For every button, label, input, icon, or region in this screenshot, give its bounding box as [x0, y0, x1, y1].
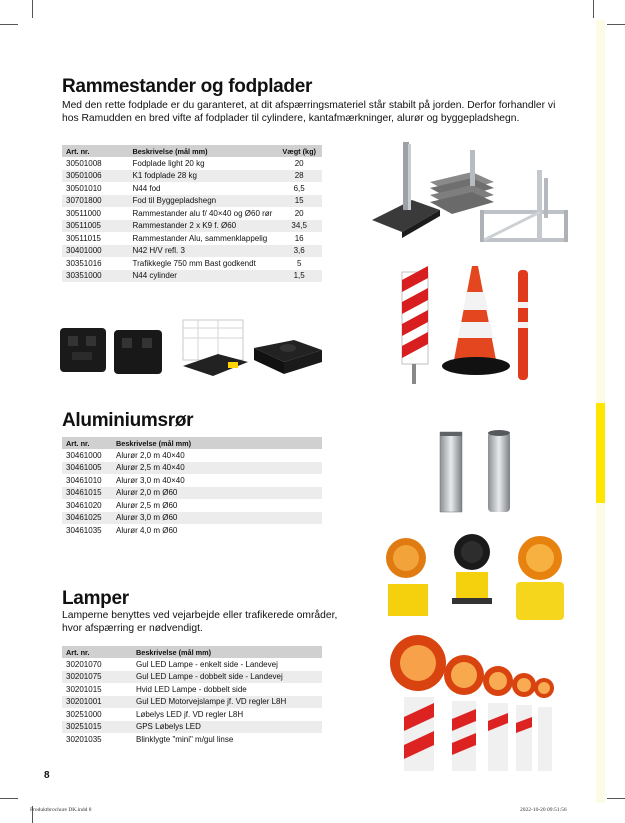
table-row [62, 270, 322, 283]
article-number-cell: 30461010 [66, 475, 102, 485]
table-header-row [62, 145, 322, 157]
article-number-cell: 30461005 [62, 462, 112, 475]
description-cell: Alurør 3,0 m 40×40 [116, 475, 185, 485]
article-number-cell: 30201075 [62, 671, 132, 684]
product-table-lamper [62, 646, 322, 746]
description-cell: Rammestander Alu, sammenklappelig [132, 233, 268, 243]
column-header: Art. nr. [62, 437, 112, 449]
article-number-cell: 30351000 [62, 270, 128, 283]
table-row [62, 232, 322, 245]
column-header: Beskrivelse (mål mm) [132, 646, 322, 658]
table-row [62, 245, 322, 258]
article-number-cell: 30461000 [66, 450, 102, 460]
fodplade-rammestander-image [362, 140, 582, 265]
weight-cell: 3,6 [276, 245, 322, 258]
table-row [62, 449, 322, 462]
article-number-cell: 30501008 [66, 158, 102, 168]
description-cell: Alurør 2,5 m Ø60 [116, 500, 178, 510]
side-strip-yellow [596, 403, 605, 503]
table-row [62, 220, 322, 233]
product-table-aluminium [62, 437, 322, 537]
article-number-cell: 30511015 [66, 233, 101, 243]
description-cell: Løbelys LED jf. VD regler L8H [136, 709, 244, 719]
table-row [62, 182, 322, 195]
article-number-cell: 30201070 [66, 659, 102, 669]
table-row [62, 683, 322, 696]
lobelys-image [384, 627, 584, 775]
description-cell: Blinklygte "mini" m/gul linse [136, 734, 234, 744]
table-header-row [62, 437, 322, 449]
table-row [62, 696, 322, 709]
table-row [62, 157, 322, 170]
side-strip-light [596, 503, 605, 803]
article-number-cell: 30461015 [62, 487, 112, 500]
article-number-cell: 30201015 [66, 684, 102, 694]
column-header: Beskrivelse (mål mm) [128, 145, 276, 157]
weight-cell: 15 [276, 195, 322, 208]
description-cell: Gul LED Lampe - enkelt side - Landevej [136, 659, 278, 669]
weight-cell: 16 [294, 233, 304, 243]
table-row [62, 524, 322, 537]
table-row [62, 462, 322, 475]
description-cell: Fodplade light 20 kg [132, 158, 205, 168]
article-number-cell: 30251015 [62, 721, 132, 734]
description-cell: Alurør 2,5 m 40×40 [112, 462, 322, 475]
description-cell: N44 fod [132, 183, 161, 193]
footer-file-name: Produktbrochure DK.indd 8 [30, 807, 92, 813]
description-cell: Alurør 2,0 m Ø60 [112, 487, 322, 500]
description-cell: Rammestander alu f/ 40×40 og Ø60 rør [132, 208, 273, 218]
lamper-image [382, 528, 582, 628]
description-cell: Alurør 3,0 m Ø60 [112, 512, 322, 525]
article-number-cell: 30461020 [66, 500, 102, 510]
crop-mark [593, 0, 594, 18]
crop-mark [0, 798, 18, 799]
article-number-cell: 30511005 [62, 220, 128, 233]
article-number-cell: 30701800 [62, 195, 128, 208]
description-cell: Alurør 4,0 m Ø60 [116, 525, 178, 535]
crop-mark [607, 24, 625, 25]
aluminiumsror-image [432, 426, 542, 516]
crop-mark [607, 798, 625, 799]
description-cell: N42 H/V refl. 3 [128, 245, 276, 258]
description-cell: N44 cylinder [128, 270, 276, 283]
page-number: 8 [44, 770, 50, 781]
table-row [62, 721, 322, 734]
table-row [62, 207, 322, 220]
article-number-cell: 30501006 [62, 170, 128, 183]
article-number-cell: 30201001 [62, 696, 132, 709]
article-number-cell: 30201035 [66, 734, 102, 744]
column-header: Art. nr. [62, 646, 132, 658]
section-intro-lamper: Lamperne benyttes ved vejarbejde eller trafikerede områder, hvor afspærring er nødvendigt. [62, 610, 338, 634]
column-header: Beskrivelse (mål mm) [112, 437, 322, 449]
article-number-cell: 30461035 [66, 525, 102, 535]
section-title-lamper: Lamper [62, 588, 129, 609]
article-number-cell: 30251000 [66, 709, 102, 719]
weight-cell: 34,5 [276, 220, 322, 233]
weight-cell: 6,5 [293, 183, 305, 193]
description-cell: Alurør 2,0 m 40×40 [116, 450, 185, 460]
weight-cell: 1,5 [276, 270, 322, 283]
weight-cell: 28 [276, 170, 322, 183]
article-number-cell: 30511000 [66, 208, 101, 218]
description-cell: Gul LED Motorvejslampe jf. VD regler L8H [132, 696, 322, 709]
table-row [62, 733, 322, 746]
table-row [62, 487, 322, 500]
section-intro-rammestander: Med den rette fodplade er du garanteret, at dit afspærringsmateriel står stabilt på jorden. Derfor forhandler vi hos Ramudden en bred vifte af fodplader til cylindere, kantafmærkninger, alurør og byggepladshegn. [62, 100, 556, 124]
section-title-rammestander: Rammestander og fodplader [62, 76, 313, 97]
table-row [62, 658, 322, 671]
table-row [62, 257, 322, 270]
table-row [62, 195, 322, 208]
article-number-cell: 30401000 [62, 245, 128, 258]
side-strip-light [596, 20, 605, 403]
weight-cell: 20 [294, 158, 304, 168]
table-row [62, 671, 322, 684]
fodplader-image [58, 318, 328, 380]
table-row [62, 474, 322, 487]
section-title-aluminium: Aluminiumsrør [62, 410, 194, 431]
table-header-row [62, 646, 322, 658]
description-cell: Rammestander 2 x K9 f. Ø60 [128, 220, 276, 233]
footer-timestamp: 2022-10-20 09:51:56 [520, 807, 567, 813]
afmaerkning-kegle-image [392, 262, 552, 387]
table-row [62, 499, 322, 512]
weight-cell: 20 [294, 208, 304, 218]
column-header: Art. nr. [62, 145, 128, 157]
product-table-rammestander [62, 145, 322, 282]
description-cell: Hvid LED Lampe - dobbelt side [136, 684, 247, 694]
crop-mark [32, 0, 33, 18]
article-number-cell: 30501010 [66, 183, 102, 193]
description-cell: Trafikkegle 750 mm Bast godkendt [132, 258, 256, 268]
weight-cell: 5 [296, 258, 302, 268]
article-number-cell: 30351016 [66, 258, 102, 268]
description-cell: GPS Løbelys LED [132, 721, 322, 734]
description-cell: Fod til Byggepladshegn [128, 195, 276, 208]
crop-mark [0, 24, 18, 25]
column-header: Vægt (kg) [276, 145, 322, 157]
table-row [62, 708, 322, 721]
article-number-cell: 30461025 [62, 512, 112, 525]
table-row [62, 512, 322, 525]
table-row [62, 170, 322, 183]
description-cell: K1 fodplade 28 kg [128, 170, 276, 183]
description-cell: Gul LED Lampe - dobbelt side - Landevej [132, 671, 322, 684]
